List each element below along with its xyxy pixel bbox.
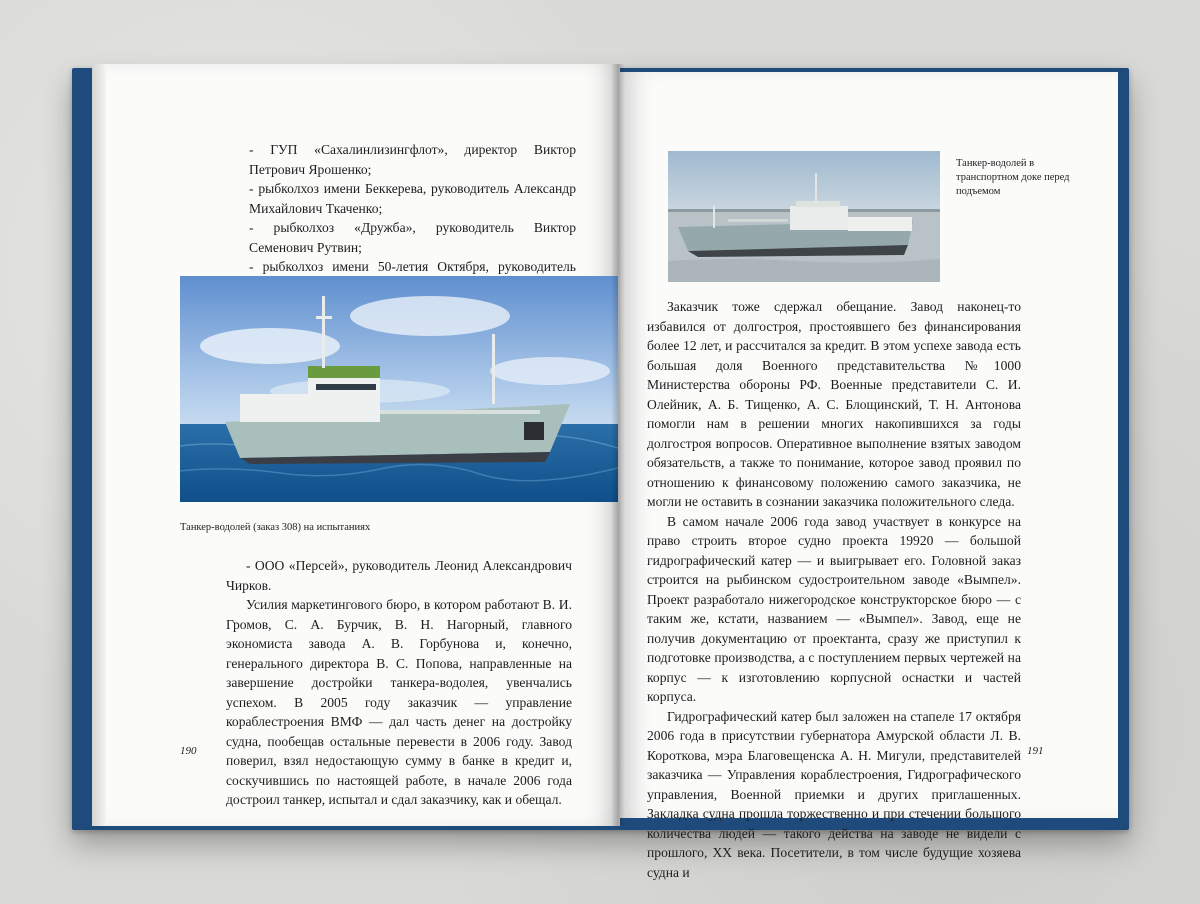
left-main-text — [226, 556, 572, 810]
paragraph: Усилия маркетингового бюро, в котором работают В. И. Громов, С. А. Бурчик, В. Н. Нагорный, главного экономиста завода А. В. Горбунова и, конечно, генерального директора В. С. Попова, направленные на завершение достройки танкера-водолея, увенчались успехом. В 2005 году заказчик — управление кораблестроения ВМФ — дал часть денег на достройку судна, пообещав остальные перевести в 2006 году. Завод поверил, взял недостающую сумму в банке в кредит и, соскучившись по настоящей работе, в начале 2006 года достроил танкер, испытал и сдал заказчику, как и обещал. — [226, 597, 572, 807]
paragraph: В самом начале 2006 года завод участвует в конкурсе на право строить второе судно проекта 19920 — большой гидрографический катер — и выигрывает его. Головной заказ строится на рыбинском судостроительном заводе «Вымпел». Проект разработало нижегородское конструкторское бюро — с таким же, кстати, названием — «Вымпел». Завод, еще не получив документацию от проектанта, сразу же приступил к подготовке производства, а с поступлением первых чертежей на корпус — к изготовлению корпусной оснастки и частей корпуса. — [647, 513, 1021, 704]
right-main-text — [647, 297, 1021, 882]
page-number-left: 190 — [180, 745, 197, 757]
tanker-sea-photo — [180, 276, 618, 502]
list-item: - рыбколхоз имени Беккерева, руководитель Александр Михайлович Ткаченко; — [249, 181, 576, 216]
left-photo-caption: Танкер-водолей (заказ 308) на испытаниях — [180, 522, 371, 533]
paragraph: Заказчик тоже сдержал обещание. Завод наконец-то избавился от долгостроя, простоявшего без финансирования более 12 лет, и рассчитался за кредит. В этом успехе завода есть большая доля Военного представительства №1000 Министерства обороны РФ. Военные представители С. И. Олейник, А. Б. Тищенко, А. С. Блощинский, Т. Н. Антонова помогли нам в решении многих накопившихся за годы долгостроя вопросов. Оперативное выполнение взятых заводом обязательств, а также то понимание, которое завод проявил по отношению к финансовому положению самого заказчика, не могли не оставить в сознании заказчика положительного следа. — [647, 299, 1021, 509]
page-number-right: 191 — [1027, 745, 1044, 757]
tanker-dock-photo — [668, 151, 940, 282]
paragraph: Гидрографический катер был заложен на стапеле 17 октября 2006 года в присутствии губернатора Амурской области Л. В. Короткова, мэра Благовещенска А. Н. Мигули, представителей заказчика — Управления кораблестроения, Гидрографического управления, Военной приемки и других приглашенных. Закладка судна прошла торжественно и при стечении большого количества людей — такого действа на заводе не видели с прошлого, XX века. Посетители, в том числе будущие хозяева судна и — [647, 708, 1021, 880]
paragraph: - ООО «Персей», руководитель Леонид Александрович Чирков. — [226, 558, 572, 593]
list-item: - ГУП «Сахалинлизингфлот», директор Виктор Петрович Ярошенко; — [249, 142, 576, 177]
right-photo-caption: Танкер-водолей в транспортном доке перед подъемом — [956, 158, 1070, 197]
list-item: - рыбколхоз «Дружба», руководитель Виктор Семенович Рутвин; — [249, 220, 576, 255]
list-item: - рыбколхоз имени 50-летия Октября, руководитель — [249, 259, 576, 274]
